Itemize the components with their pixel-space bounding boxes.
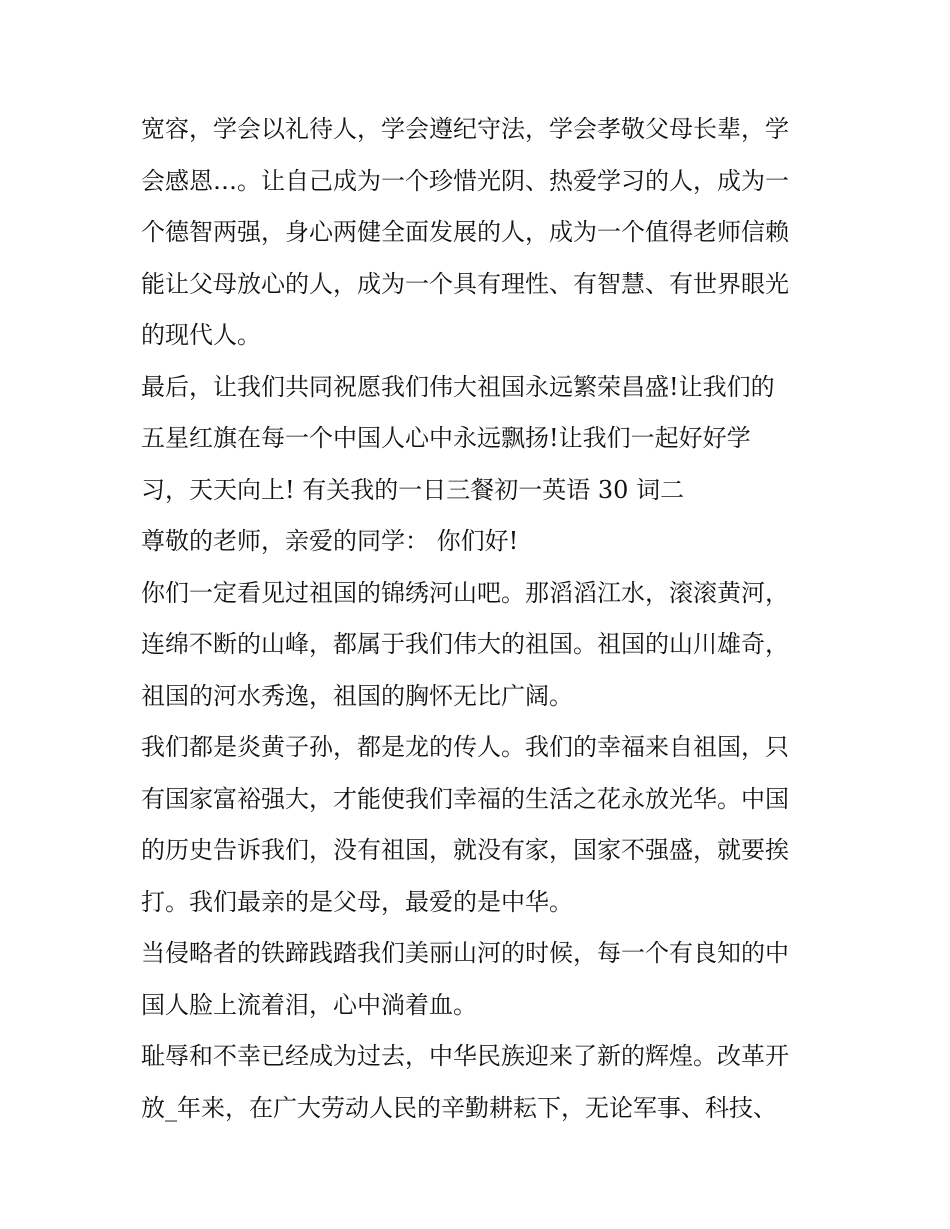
text-line: 尊敬的老师，亲爱的同学： 你们好! [141, 527, 519, 555]
text-line: 我们都是炎黄子孙，都是龙的传人。我们的幸福来自祖国，只 [141, 733, 789, 761]
text-line: 会感恩…。让自己成为一个珍惜光阴、热爱学习的人，成为一 [141, 166, 789, 195]
text-line: 五星红旗在每一个中国人心中永远飘扬!让我们一起好好学 [141, 424, 751, 452]
text-line: 连绵不断的山峰，都属于我们伟大的祖国。祖国的山川雄奇， [141, 630, 789, 658]
text-line: 祖国的河水秀逸，祖国的胸怀无比广阔。 [141, 681, 573, 710]
text-line: 有国家富裕强大，才能使我们幸福的生活之花永放光华。中国 [141, 784, 789, 813]
text-line: 个德智两强，身心两健全面发展的人，成为一个值得老师信赖 [141, 218, 789, 246]
text-line: 放_年来，在广大劳动人民的辛勤耕耘下，无论军事、科技、 [141, 1093, 777, 1122]
text-line: 当侵略者的铁蹄践踏我们美丽山河的时候，每一个有良知的中 [141, 939, 789, 967]
text-line: 耻辱和不幸已经成为过去，中华民族迎来了新的辉煌。改革开 [141, 1042, 789, 1070]
text-line: 你们一定看见过祖国的锦绣河山吧。那滔滔江水，滚滚黄河， [141, 578, 789, 607]
text-line: 宽容，学会以礼待人，学会遵纪守法，学会孝敬父母长辈，学 [141, 115, 789, 143]
text-line: 的历史告诉我们，没有祖国，就没有家，国家不强盛，就要挨 [141, 836, 789, 864]
text-line: 打。我们最亲的是父母，最爱的是中华。 [141, 887, 573, 916]
text-line: 最后，让我们共同祝愿我们伟大祖国永远繁荣昌盛!让我们的 [141, 372, 775, 401]
document-body [141, 104, 821, 1134]
text-line: 国人脸上流着泪，心中淌着血。 [141, 990, 477, 1019]
text-line: 能让父母放心的人，成为一个具有理性、有智慧、有世界眼光 [141, 269, 789, 298]
text-line: 习，天天向上! 有关我的一日三餐初一英语 30 词二 [141, 475, 685, 504]
text-line: 的现代人。 [141, 321, 261, 349]
